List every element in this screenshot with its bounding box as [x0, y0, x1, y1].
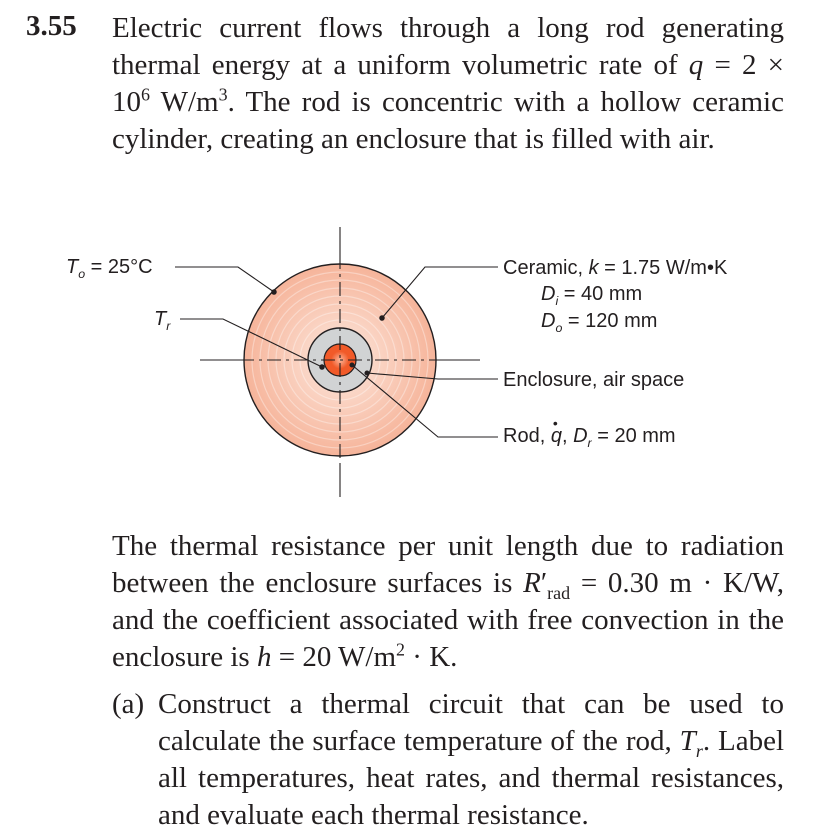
rod-temperature-label: $T_r$ — [154, 308, 171, 333]
enclosure-label: Enclosure, air space — [503, 369, 685, 391]
given-conditions: The thermal resistance per unit length due to radiation between the enclosure surfaces is $R'_{rad} = 0.30$ m · K/W, and the coefficient associated with free convection in the enclosure is h = 20 $W/m^2 \cdot K$. — [112, 530, 784, 673]
ambient-temperature-label: $T_o = 25^\circ C$ — [66, 256, 153, 281]
part-a-question: Construct a thermal circuit that can be used to calculate the surface temperature of the rod, $T_r$. Label all temperatures, heat rates, and thermal resistances, and evaluate each thermal resistance. — [158, 688, 785, 831]
inner-diameter-label: $D_i = 40$ mm — [541, 283, 643, 308]
cross-section-figure — [0, 215, 820, 515]
ceramic-label: Ceramic, k = 1.75 W/m•K — [503, 257, 728, 279]
rod-label: Rod, • q, $D_r = 20$ mm — [503, 424, 676, 448]
problem-statement: Electric current flows through a long rod generating thermal energy at a uniform volumetric rate of $q = 2 \times 10^6$ $W/m^3$. The rod is concentric with a hollow ceramic cylinder, creating an enclosure that is filled with air. — [112, 12, 785, 155]
part-a-label: (a) — [112, 688, 145, 720]
outer-diameter-label: $D_o = 120$ mm — [541, 310, 658, 335]
problem-number: 3.55 — [26, 10, 77, 42]
q-symbol: q — [688, 49, 704, 81]
